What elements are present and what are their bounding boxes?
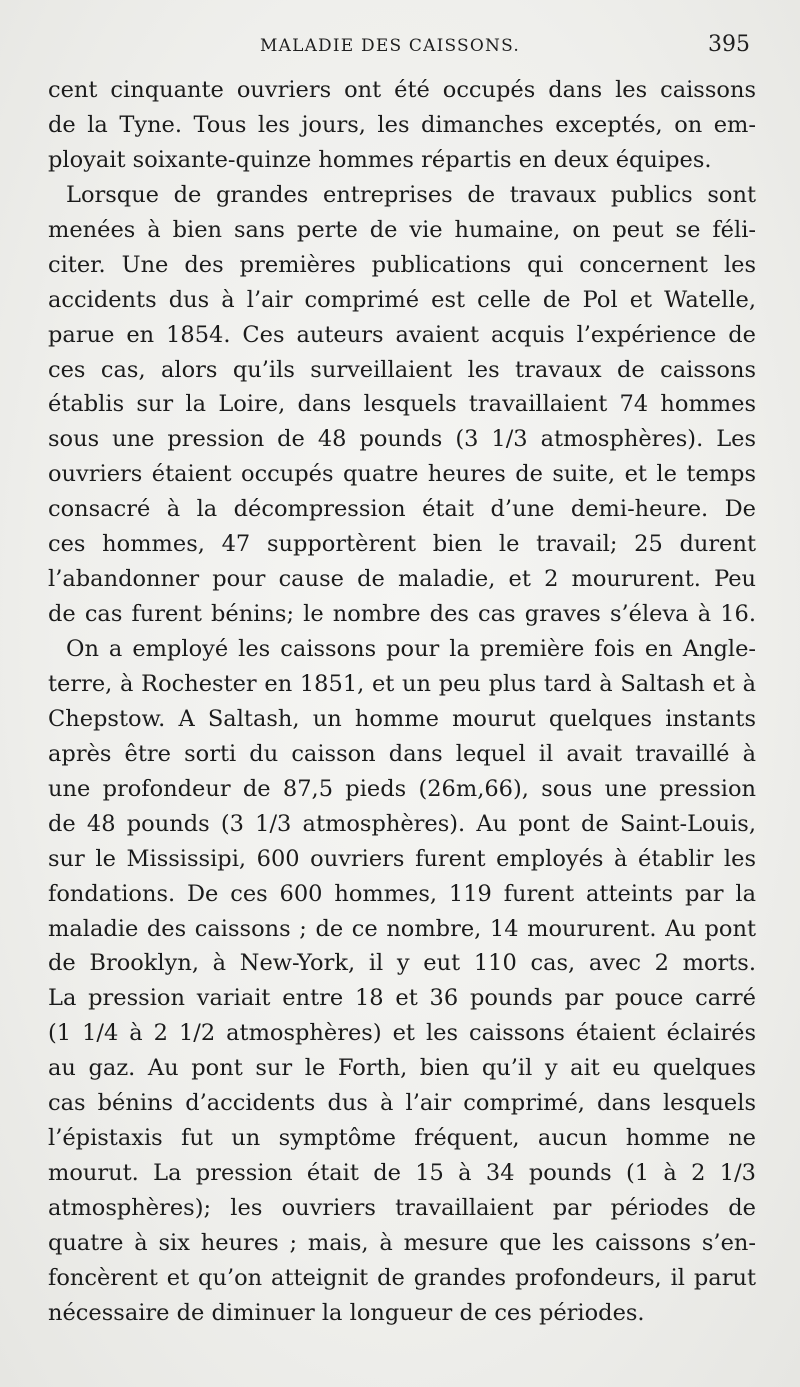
text-line: après être sorti du caisson dans lequel il avait travaillé à (48, 740, 756, 767)
text-line: On a employé les caissons pour la première fois en Angle- (66, 636, 756, 662)
text-line: accidents dus à l’air comprimé est celle de Pol et Watelle, (48, 286, 756, 313)
text-line: fondations. De ces 600 hommes, 119 furent atteints par la (48, 880, 756, 907)
text-line: au gaz. Au pont sur le Forth, bien qu’il y ait eu quelques (48, 1055, 756, 1082)
text-line: consacré à la décompression était d’une demi-heure. De (48, 496, 756, 523)
text-line: menées à bien sans perte de vie humaine, on peut se féli- (48, 216, 756, 243)
text-line: sous une pression de 48 pounds (3 1/3 atmosphères). Les (48, 426, 756, 453)
text-line: ouvriers étaient occupés quatre heures de suite, et le temps (48, 461, 756, 488)
text-line: de cas furent bénins; le nombre des cas graves s’éleva à 16. (48, 601, 756, 628)
running-title: MALADIE DES CAISSONS. (260, 36, 520, 56)
text-line: l’abandonner pour cause de maladie, et 2 moururent. Peu (48, 566, 756, 593)
text-line: de 48 pounds (3 1/3 atmosphères). Au pont de Saint-Louis, (48, 810, 756, 837)
text-line: établis sur la Loire, dans lesquels travaillaient 74 hommes (48, 391, 756, 418)
page-number: 395 (708, 32, 750, 57)
text-line: La pression variait entre 18 et 36 pounds par pouce carré (48, 985, 756, 1012)
text-line: de la Tyne. Tous les jours, les dimanches exceptés, on em- (48, 111, 756, 138)
text-line: quatre à six heures ; mais, à mesure que les caissons s’en- (48, 1229, 756, 1256)
text-line: de Brooklyn, à New-York, il y eut 110 cas, avec 2 morts. (48, 950, 756, 977)
text-line: une profondeur de 87,5 pieds (26m,66), sous une pression (48, 775, 756, 802)
text-line: atmosphères); les ouvriers travaillaient par périodes de (48, 1195, 756, 1221)
text-line: terre, à Rochester en 1851, et un peu plus tard à Saltash et à (48, 670, 756, 697)
text-line: parue en 1854. Ces auteurs avaient acquis l’expérience de (48, 321, 756, 348)
text-line: foncèrent et qu’on atteignit de grandes profondeurs, il parut (48, 1264, 756, 1291)
text-line: cent cinquante ouvriers ont été occupés dans les caissons (48, 77, 756, 103)
text-line: citer. Une des premières publications qui concernent les (48, 251, 756, 278)
text-line: ces hommes, 47 supportèrent bien le travail; 25 durent (48, 531, 756, 558)
text-line: mourut. La pression était de 15 à 34 pounds (1 à 2 1/3 (48, 1160, 756, 1187)
text-line: nécessaire de diminuer la longueur de ces périodes. (48, 1299, 645, 1326)
text-line: Lorsque de grandes entreprises de travaux publics sont (66, 181, 756, 208)
text-line: Chepstow. A Saltash, un homme mourut quelques instants (48, 705, 756, 732)
text-line: cas bénins d’accidents dus à l’air comprimé, dans lesquels (48, 1090, 756, 1117)
text-line: maladie des caissons ; de ce nombre, 14 moururent. Au pont (48, 915, 756, 942)
text-line: ployait soixante-quinze hommes répartis en deux équipes. (48, 146, 712, 173)
text-line: l’épistaxis fut un symptôme fréquent, aucun homme ne (48, 1125, 756, 1152)
text-line: (1 1/4 à 2 1/2 atmosphères) et les caissons étaient éclairés (48, 1020, 756, 1047)
body-text (48, 73, 756, 1331)
text-line: sur le Mississipi, 600 ouvriers furent employés à établir les (48, 845, 756, 872)
text-line: ces cas, alors qu’ils surveillaient les travaux de caissons (48, 356, 756, 383)
